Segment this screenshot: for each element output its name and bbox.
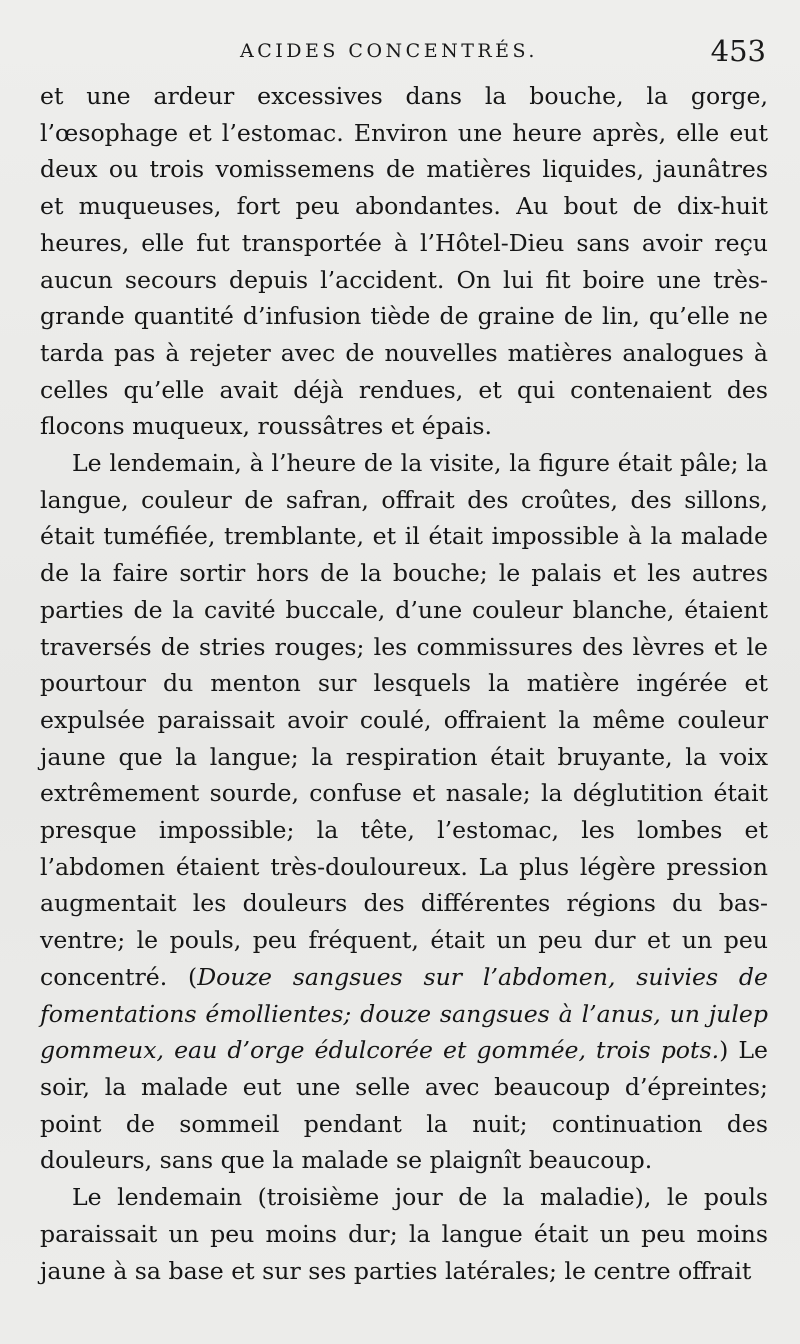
page-number: 453 [710,34,766,68]
paragraph-1 [40,78,768,445]
running-title: ACIDES CONCENTRÉS. [240,40,538,62]
paragraph-2-text-b: ) Le soir, la malade eut une selle avec beaucoup d’épreintes; point de sommeil pendant la nuit; continuation des douleurs, sans que la malade se plaignît beaucoup. [40,1036,768,1175]
paragraph-3-text: Le lendemain (troisième jour de la maladie), le pouls paraissait un peu moins dur; la langue était un peu moins jaune à sa base et sur ses parties latérales; le centre offrait [40,1183,768,1285]
running-header [0,34,800,78]
paragraph-1-text: et une ardeur excessives dans la bouche, la gorge, l’œsophage et l’estomac. Environ une heure après, elle eut deux ou trois vomissemens de matières liquides, jaunâtres et muqueuses, fort peu abondantes. Au bout de dix-huit heures, elle fut transportée à l’Hôtel-Dieu sans avoir reçu aucun secours depuis l’accident. On lui fit boire une très-grande quantité d’infusion tiède de graine de lin, qu’elle ne tarda pas à rejeter avec de nouvelles matières analogues à celles qu’elle avait déjà rendues, et qui contenaient des flocons muqueux, roussâtres et épais. [40,82,768,441]
paragraph-2 [40,445,768,1179]
paragraph-3 [40,1179,768,1289]
body-text [40,78,768,1289]
paragraph-2-text-a: Le lendemain, à l’heure de la visite, la figure était pâle; la langue, couleur de safran, offrait des croûtes, des sillons, était tuméfiée, tremblante, et il était impossible à la malade de la faire sortir hors de la bouche; le palais et les autres parties de la cavité buccale, d’une couleur blanche, étaient traversés de stries rouges; les commissures des lèvres et le pourtour du menton sur lesquels la matière ingérée et expulsée paraissait avoir coulé, offraient la même couleur jaune que la langue; la respiration était bruyante, la voix extrêmement sourde, confuse et nasale; la déglutition était presque impossible; la tête, l’estomac, les lombes et l’abdomen étaient très-douloureux. La plus légère pression augmentait les douleurs des différentes régions du bas-ventre; le pouls, peu fréquent, était un peu dur et un peu concentré. ( [40,449,768,991]
paragraph-2-prescription-italic: Douze sangsues sur l’abdomen, suivies de fomentations émollientes; douze sangsues à l’anus, un julep gommeux, eau d’orge édulcorée et gommée, trois pots. [40,962,768,1065]
